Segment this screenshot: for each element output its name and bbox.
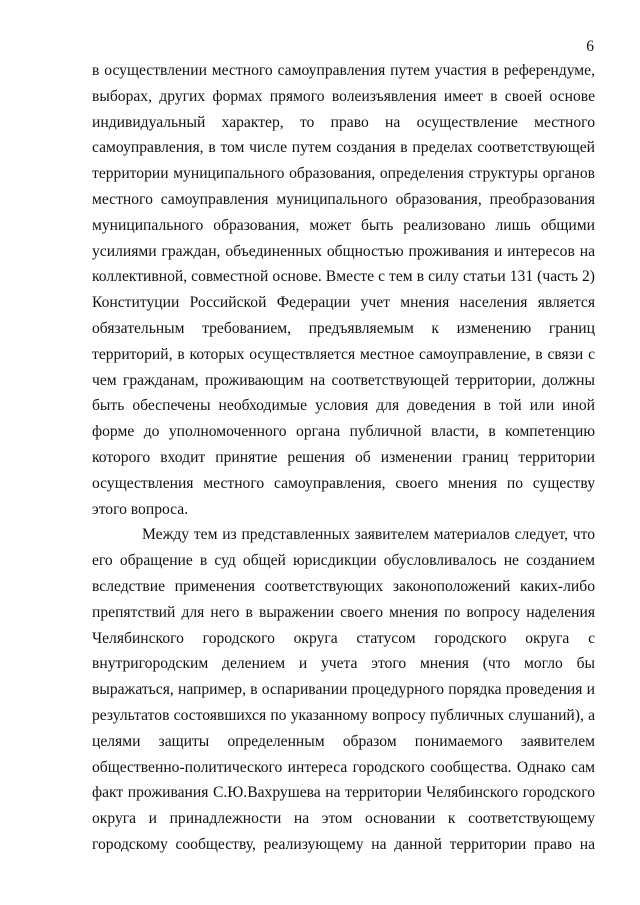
text-line: в осуществлении местного самоуправления путем участия в референдуме, bbox=[92, 62, 595, 79]
text-line: территорий, в которых осуществляется местное самоуправление, в связи с bbox=[92, 345, 595, 363]
text-line: вследствие применения соответствующих законоположений каких-либо bbox=[92, 577, 595, 595]
text-line: местного самоуправления муниципального образования, преобразования bbox=[92, 190, 595, 208]
text-line: муниципального образования, может быть реализовано лишь общими bbox=[92, 216, 595, 234]
text-line: коллективной, совместной основе. Вместе с тем в силу статьи 131 (часть 2) bbox=[92, 268, 595, 286]
text-line: Конституции Российской Федерации учет мнения населения является bbox=[92, 294, 595, 312]
text-line: округа и принадлежности на этом основании к соответствующему bbox=[92, 810, 595, 828]
text-line: целями защиты определенным образом понимаемого заявителем bbox=[92, 732, 595, 750]
text-line: выборах, других формах прямого волеизъявления имеет в своей основе bbox=[92, 87, 595, 105]
text-line: факт проживания С.Ю.Вахрушева на территории Челябинского городского bbox=[92, 784, 595, 802]
text-line: самоуправления, в том числе путем создания в пределах соответствующей bbox=[92, 139, 595, 157]
text-line: усилиями граждан, объединенных общностью проживания и интересов на bbox=[92, 242, 595, 260]
body-text bbox=[92, 58, 595, 858]
text-line: форме до уполномоченного органа публичной власти, в компетенцию bbox=[92, 423, 595, 441]
text-line: осуществления местного самоуправления, своего мнения по существу bbox=[92, 474, 595, 492]
text-line: обязательным требованием, предъявляемым к изменению границ bbox=[92, 319, 595, 337]
text-line: городскому сообществу, реализующему на данной территории право на bbox=[92, 835, 595, 853]
text-line: Челябинского городского округа статусом городского округа с bbox=[92, 629, 595, 647]
text-line: выражаться, например, в оспаривании процедурного порядка проведения и bbox=[92, 681, 595, 699]
page-number: 6 bbox=[586, 38, 594, 55]
text-line: препятствий для него в выражении своего мнения по вопросу наделения bbox=[92, 603, 595, 621]
text-line: территории муниципального образования, определения структуры органов bbox=[92, 165, 595, 183]
text-line: индивидуальный характер, то право на осуществление местного bbox=[92, 113, 595, 131]
text-line: общественно-политического интереса городского сообщества. Однако сам bbox=[92, 758, 595, 776]
text-line: результатов состоявшихся по указанному вопросу публичных слушаний), а bbox=[92, 706, 595, 724]
text-line: быть обеспечены необходимые условия для доведения в той или иной bbox=[92, 397, 595, 415]
text-line: которого входит принятие решения об изменении границ территории bbox=[92, 448, 595, 466]
text-line: его обращение в суд общей юрисдикции обусловливалось не созданием bbox=[92, 552, 595, 570]
text-line: чем гражданам, проживающим на соответствующей территории, должны bbox=[92, 371, 595, 389]
text-line: Между тем из представленных заявителем материалов следует, что bbox=[142, 526, 595, 544]
text-line: этого вопроса. bbox=[92, 500, 189, 518]
text-line: внутригородским делением и учета этого мнения (что могло бы bbox=[92, 655, 595, 673]
